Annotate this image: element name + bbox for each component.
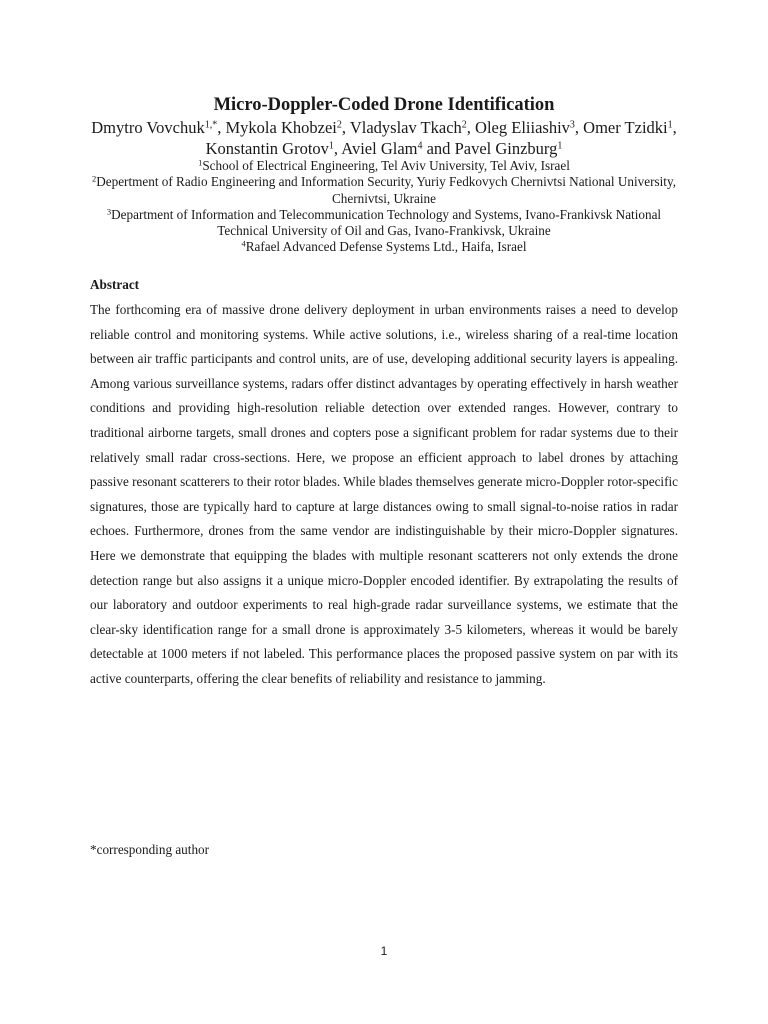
author-mark: 1 [667,119,673,131]
affiliation-mark: 1 [198,157,203,168]
author-name: Omer Tzidki [583,118,668,137]
author [341,139,454,158]
author-mark: 2 [461,119,467,131]
author-separator: , [333,139,342,158]
author-mark: 1 [557,140,563,152]
author [455,139,563,158]
affiliation-text: School of Electrical Engineering, Tel Aviv University, Tel Aviv, Israel [202,158,570,173]
author-name: Aviel Glam [341,139,418,158]
affiliation [80,158,688,174]
affiliation [80,239,688,255]
author-name: Konstantin Grotov [205,139,329,158]
affiliation [80,207,688,240]
affiliation-mark: 2 [91,173,97,184]
author-mark: 1,* [204,119,218,131]
author-name: Oleg Eliiashiv [475,118,570,137]
author-separator: , [466,118,476,137]
author-separator: , [217,118,226,137]
paper-title: Micro-Doppler-Coded Drone Identification [213,95,555,115]
affiliation-text: Department of Information and Telecommunication Technology and Systems, Ivano-Frankivsk National Technical University of Oil and Gas, Ivano-Frankivsk, Ukraine [111,206,662,239]
author [91,118,225,137]
author [583,118,677,137]
author-mark: 3 [569,119,575,131]
author [350,118,475,137]
author-name: Pavel Ginzburg [454,139,558,158]
affiliation-list [80,158,688,256]
author-separator: , [574,118,584,137]
page-number: 1 [380,944,388,958]
author-name: Mykola Khobzei [225,118,337,137]
abstract-heading: Abstract [90,277,140,292]
abstract-body: The forthcoming era of massive drone delivery deployment in urban environments raises a need to develop reliable control and monitoring systems. While active solutions, i.e., wireless sharing of a real-time location between air traffic participants and control units, are of use, developing additional security layers is appealing. Among various surveillance systems, radars offer distinct advantages by operating effectively in harsh weather conditions and providing high-resolution reliable detection over extended ranges. However, contrary to traditional airborne targets, small drones and copters pose a significant problem for radar systems due to their relatively small radar cross-sections. Here, we propose an efficient approach to label drones by attaching passive resonant scatterers to their rotor blades. While blades themselves generate micro-Doppler rotor-specific signatures, those are typically hard to capture at large distances owing to small signal-to-noise ratios in radar echoes. Furthermore, drones from the same vendor are indistinguishable by their micro-Doppler signatures. Here we demonstrate that equipping the blades with multiple resonant scatterers not only extends the drone detection range but also assigns it a unique micro-Doppler encoded identifier. By extrapolating the results of our laboratory and outdoor experiments to real high-grade radar surveillance systems, we estimate that the clear-sky identification range for a small drone is approximately 3-5 kilometers, whereas it would be barely detectable at 1000 meters if not labeled. This performance places the proposed passive system on par with its active counterparts, offering the clear benefits of reliability and resistance to jamming. [90,302,678,686]
affiliation-mark: 3 [106,206,112,217]
affiliation-mark: 4 [241,238,246,249]
author [206,139,342,158]
author-mark: 4 [417,140,423,152]
corresponding-author-footnote: *corresponding author [90,842,210,857]
author-separator: , [341,118,350,137]
affiliation [80,174,688,207]
author-list [90,117,678,159]
author-separator: , [672,118,677,137]
author-name: Vladyslav Tkach [349,118,462,137]
affiliation-text: Depertment of Radio Engineering and Information Security, Yuriy Fedkovych Chernivtsi National University, Chernivtsi, Ukraine [96,174,676,206]
author-mark: 1 [328,140,334,152]
author [475,118,583,137]
author [226,118,350,137]
author-separator: and [422,139,455,158]
author-mark: 2 [336,119,342,131]
author-name: Dmytro Vovchuk [91,118,205,137]
affiliation-text: Rafael Advanced Defense Systems Ltd., Haifa, Israel [245,239,527,255]
